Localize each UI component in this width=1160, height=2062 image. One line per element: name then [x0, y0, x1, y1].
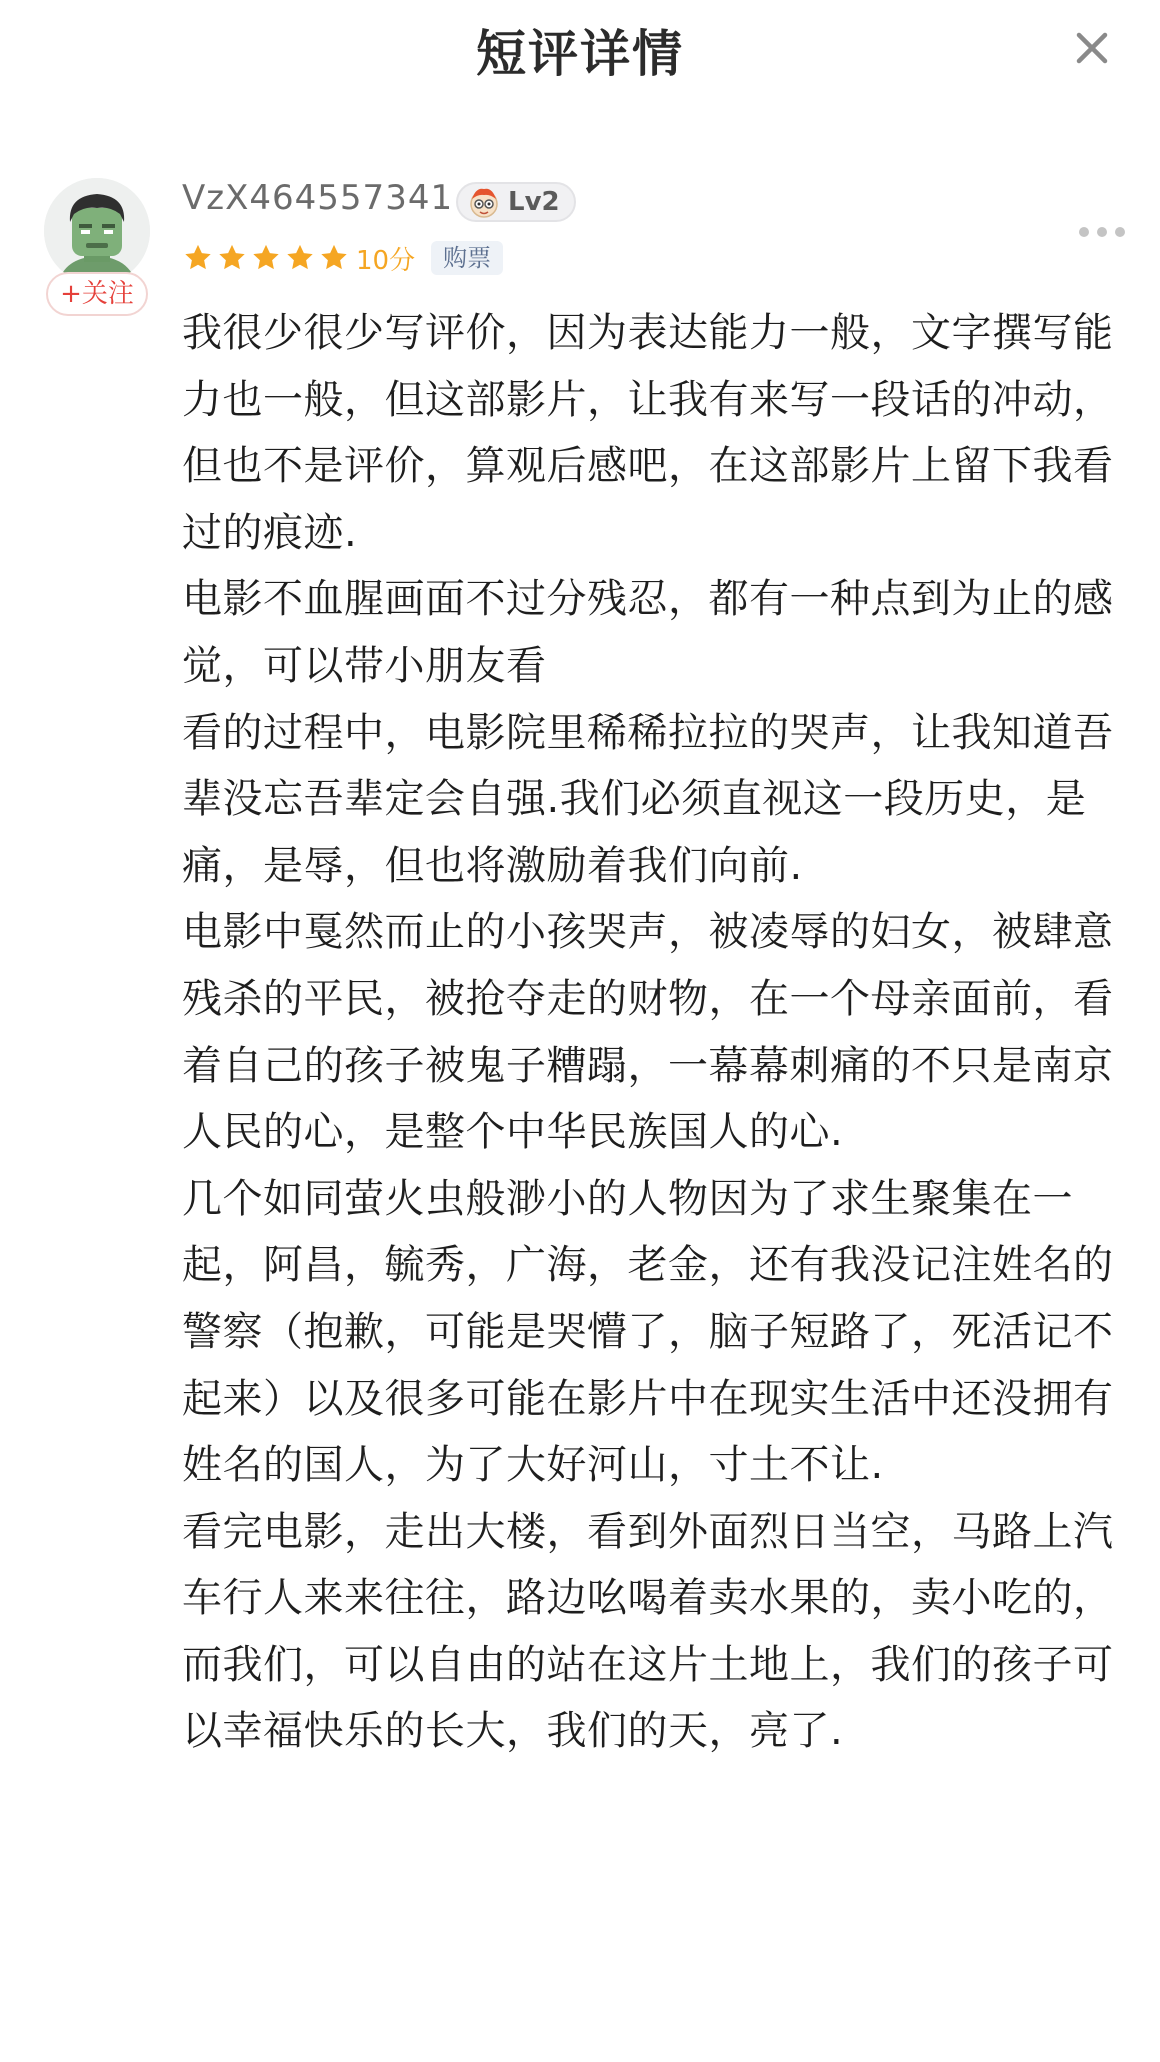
comment-body: [182, 300, 1122, 1765]
level-mascot-icon: [466, 185, 502, 219]
header-bar: [0, 0, 1160, 110]
level-badge: [456, 182, 576, 222]
comment-paragraph: 电影中戛然而止的小孩哭声，被凌辱的妇女，被肆意残杀的平民，被抢夺走的财物，在一个母亲面前，看着自己的孩子被鬼子糟蹋，一幕幕刺痛的不只是南京人民的心，是整个中华民族国人的心.: [182, 909, 1114, 1156]
comment-paragraph: 我很少很少写评价，因为表达能力一般，文字撰写能力也一般，但这部影片，让我有来写一段话的冲动，但也不是评价，算观后感吧，在这部影片上留下我看过的痕迹.: [182, 310, 1114, 556]
star-icon: [284, 242, 316, 274]
star-icon: [250, 242, 282, 274]
star-icon: [182, 242, 214, 274]
more-dots-icon[interactable]: [1076, 222, 1128, 242]
star-icon: [216, 242, 248, 274]
comment-paragraph: 电影不血腥画面不过分残忍，都有一种点到为止的感觉，可以带小朋友看: [182, 576, 1114, 689]
comment-paragraph: 看的过程中，电影院里稀稀拉拉的哭声，让我知道吾辈没忘吾辈定会自强.我们必须直视这一段历史，是痛，是辱，但也将激励着我们向前.: [182, 709, 1114, 889]
rating-score: 10分: [356, 245, 416, 276]
star-rating: [182, 242, 352, 274]
avatar-hulk-icon: [44, 178, 150, 284]
avatar[interactable]: [44, 178, 150, 284]
comment-paragraph: 看完电影，走出大楼，看到外面烈日当空，马路上汽车行人来来往往，路边吆喝着卖水果的，卖小吃的，而我们，可以自由的站在这片土地上，我们的孩子可以幸福快乐的长大，我们的天，亮了.: [182, 1508, 1114, 1755]
rating-row: [182, 238, 503, 278]
purchase-tag: 购票: [431, 241, 503, 275]
close-icon[interactable]: [1070, 26, 1114, 70]
follow-button[interactable]: +关注: [46, 272, 148, 316]
star-icon: [318, 242, 350, 274]
level-label: Lv2: [508, 187, 560, 217]
comment-paragraph: 几个如同萤火虫般渺小的人物因为了求生聚集在一起，阿昌，毓秀，广海，老金，还有我没记注姓名的警察（抱歉，可能是哭懵了，脑子短路了，死活记不起来）以及很多可能在影片中在现实生活中还没拥有姓名的国人，为了大好河山，寸土不让.: [182, 1175, 1114, 1489]
page-title: 短评详情: [476, 25, 684, 83]
username[interactable]: VzX464557341: [182, 178, 454, 218]
